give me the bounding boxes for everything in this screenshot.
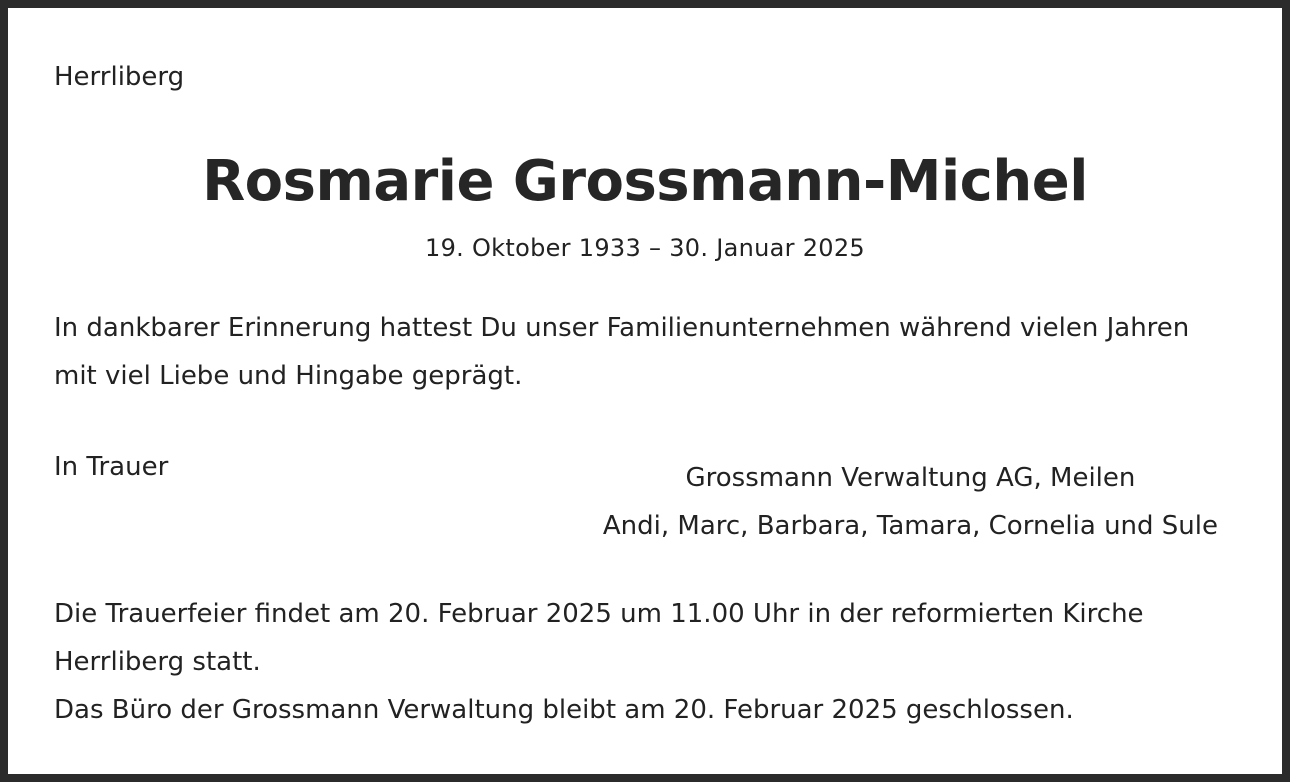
life-dates: 19. Oktober 1933 – 30. Januar 2025	[425, 234, 865, 262]
mourning-label: In Trauer	[54, 452, 169, 482]
tribute-text	[54, 304, 1244, 400]
deceased-name: Rosmarie Grossmann-Michel	[202, 149, 1088, 214]
place-name: Herrliberg	[54, 62, 185, 92]
ceremony-line-1: Die Trauerfeier findet am 20. Februar 2025 um 11.00 Uhr in der reformierten Kirche	[54, 599, 1144, 629]
tribute-line-2: mit viel Liebe und Hingabe geprägt.	[54, 361, 523, 391]
ceremony-text	[54, 590, 1244, 734]
signer-company: Grossmann Verwaltung AG, Meilen	[685, 463, 1136, 493]
tribute-line-1: In dankbarer Erinnerung hattest Du unser Familienunternehmen während vielen Jahren	[54, 313, 1190, 343]
ceremony-line-2: Herrliberg statt.	[54, 647, 261, 677]
office-notice: Das Büro der Grossmann Verwaltung bleibt am 20. Februar 2025 geschlossen.	[54, 695, 1074, 725]
signers-block	[603, 454, 1218, 550]
signer-family: Andi, Marc, Barbara, Tamara, Cornelia und Sule	[602, 511, 1218, 541]
